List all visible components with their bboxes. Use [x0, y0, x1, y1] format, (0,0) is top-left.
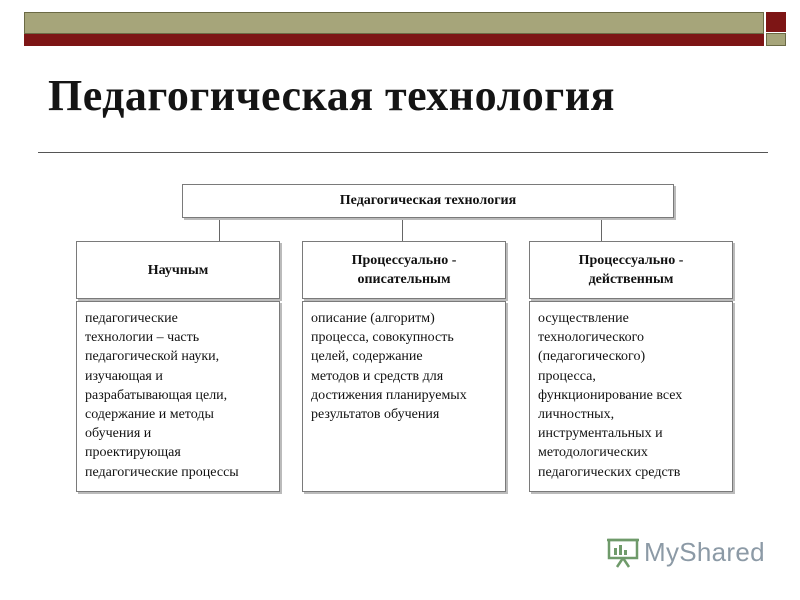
- connector-root-col1: [219, 218, 220, 241]
- top-decorative-bar: [24, 12, 764, 46]
- body-line: достижения планируемых: [311, 387, 467, 403]
- header-line: Процессуально -: [351, 253, 457, 268]
- body-line: результатов обучения: [311, 407, 440, 423]
- connector-root-col2: [402, 218, 403, 241]
- column-body-process-active: [529, 301, 733, 492]
- column-body-scientific: [76, 301, 280, 492]
- body-line: личностных,: [538, 407, 615, 423]
- body-line: целей, содержание: [311, 349, 423, 365]
- column-header-process-active: [529, 241, 733, 299]
- body-line: процесса,: [538, 368, 596, 384]
- olive-stripe: [24, 12, 764, 34]
- column-header-scientific: [76, 241, 280, 299]
- diagram-root-node: Педагогическая технология: [182, 184, 674, 218]
- body-line: процесса, совокупность: [311, 330, 454, 346]
- body-line: педагогических средств: [538, 464, 681, 480]
- body-line: изучающая и: [85, 368, 163, 384]
- logo-wordmark: MyShared: [644, 536, 765, 567]
- body-line: технологии – часть: [85, 330, 200, 346]
- body-line: педагогические процессы: [85, 464, 239, 480]
- body-line: технологического: [538, 330, 644, 346]
- body-line: содержание и методы: [85, 407, 214, 423]
- body-line: осуществление: [538, 311, 629, 326]
- body-line: обучения и: [85, 426, 152, 442]
- presentation-board-icon: [606, 536, 640, 568]
- title-divider: [38, 152, 768, 153]
- maroon-stripe: [24, 34, 764, 46]
- body-line: педагогические: [85, 311, 178, 326]
- header-line: описательным: [357, 272, 451, 287]
- body-line: (педагогического): [538, 349, 646, 365]
- column-body-process-descriptive: [302, 301, 506, 492]
- body-line: разрабатывающая цели,: [85, 387, 228, 403]
- myshared-logo: [606, 536, 765, 568]
- body-line: методов и средств для: [311, 368, 444, 384]
- body-line: методологических: [538, 445, 648, 461]
- body-line: описание (алгоритм): [311, 311, 435, 326]
- body-line: функционирование всех: [538, 387, 683, 403]
- corner-olive-square: [766, 33, 786, 46]
- corner-maroon-square: [766, 12, 786, 32]
- column-header-process-descriptive: [302, 241, 506, 299]
- slide-title: Педагогическая технология: [48, 71, 615, 120]
- connector-root-col3: [601, 218, 602, 241]
- body-line: инструментальных и: [538, 426, 663, 442]
- corner-accent: [766, 12, 786, 46]
- body-line: педагогической науки,: [85, 349, 220, 365]
- header-line: Научным: [147, 262, 209, 278]
- header-line: Процессуально -: [578, 253, 684, 268]
- body-line: проектирующая: [85, 445, 181, 461]
- header-line: действенным: [588, 272, 674, 287]
